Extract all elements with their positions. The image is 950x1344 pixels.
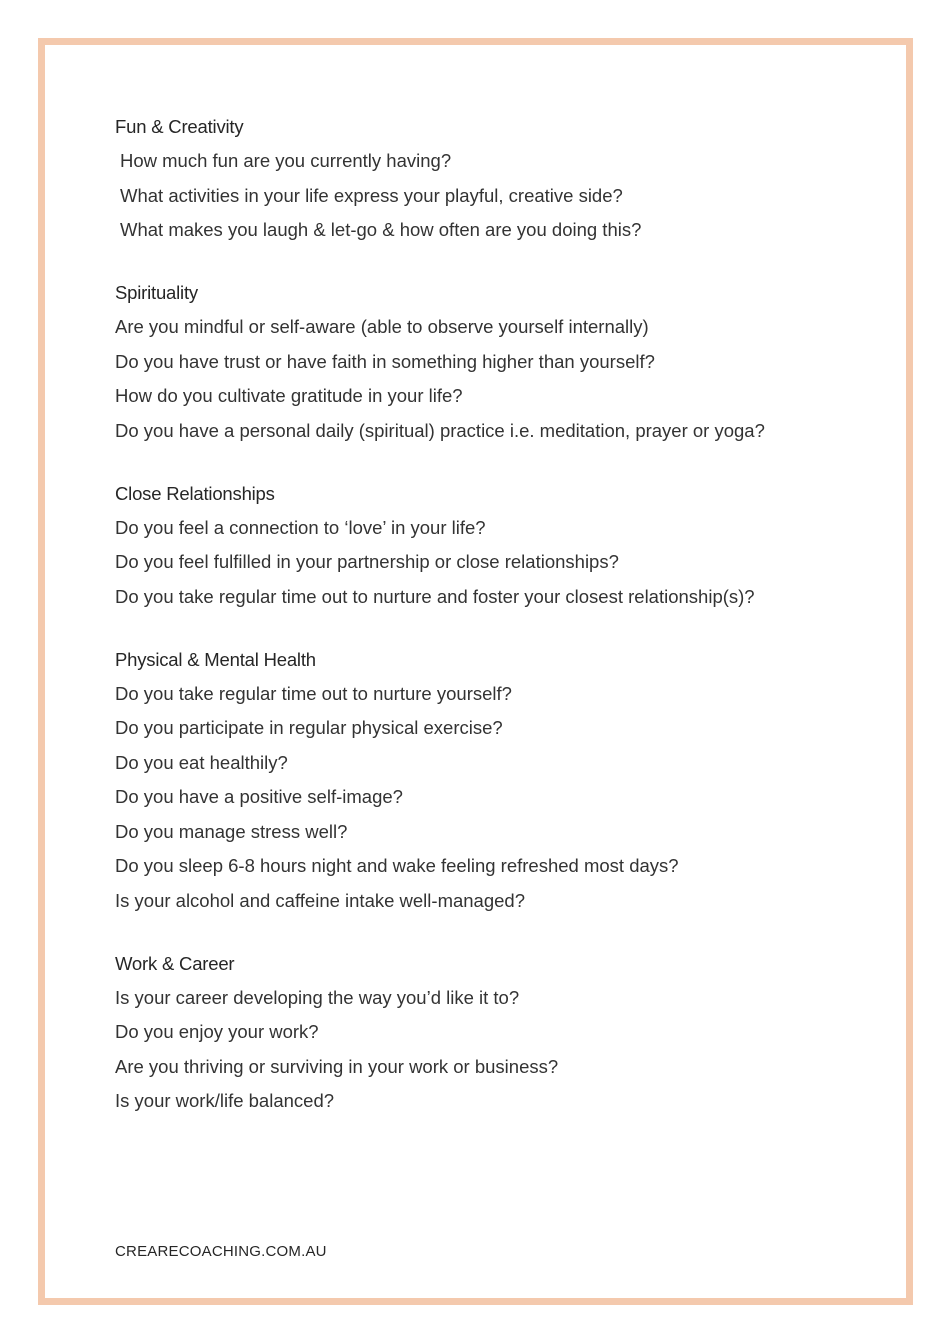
question-item: Are you thriving or surviving in your work or business?	[115, 1055, 559, 1077]
question-item: Do you take regular time out to nurture yourself?	[115, 682, 512, 704]
section-title: Spirituality	[115, 282, 198, 303]
question-item: Do you have trust or have faith in something higher than yourself?	[115, 350, 655, 372]
question-item: What activities in your life express your playful, creative side?	[120, 184, 623, 206]
question-item: Do you participate in regular physical exercise?	[115, 717, 503, 738]
question-item: Do you feel a connection to ‘love’ in your life?	[115, 516, 486, 538]
section-fun-creativity	[115, 113, 835, 244]
question-item: Do you feel fulfilled in your partnership or close relationships?	[115, 551, 619, 572]
section-title: Fun & Creativity	[115, 116, 244, 137]
section-work-career	[115, 950, 835, 1116]
question-item: Do you sleep 6-8 hours night and wake feeling refreshed most days?	[115, 855, 679, 876]
question-item: Is your alcohol and caffeine intake well-managed?	[115, 889, 525, 911]
section-title: Work & Career	[115, 952, 235, 974]
question-item: Is your work/life balanced?	[115, 1090, 335, 1111]
question-item: How do you cultivate gratitude in your life?	[115, 385, 463, 406]
question-item: Do you have a personal daily (spiritual) practice i.e. meditation, prayer or yoga?	[115, 419, 765, 441]
question-item: Do you have a positive self-image?	[115, 786, 403, 807]
question-item: Do you enjoy your work?	[115, 1021, 319, 1042]
footer-website-link[interactable]: CREARECOACHING.COM.AU	[115, 1243, 327, 1260]
question-item: Do you eat healthily?	[115, 751, 288, 773]
question-item: Are you mindful or self-aware (able to observe yourself internally)	[115, 316, 649, 337]
question-item: What makes you laugh & let-go & how often are you doing this?	[120, 219, 642, 240]
document-content	[115, 113, 835, 1150]
section-title: Physical & Mental Health	[115, 648, 316, 670]
question-item: How much fun are you currently having?	[120, 150, 452, 171]
question-item: Do you manage stress well?	[115, 820, 348, 842]
section-title: Close Relationships	[115, 482, 275, 504]
section-close-relationships	[115, 480, 835, 611]
question-item: Is your career developing the way you’d like it to?	[115, 986, 520, 1008]
question-item: Do you take regular time out to nurture and foster your closest relationship(s)?	[115, 585, 755, 607]
section-spirituality	[115, 279, 835, 445]
section-physical-mental-health	[115, 646, 835, 915]
